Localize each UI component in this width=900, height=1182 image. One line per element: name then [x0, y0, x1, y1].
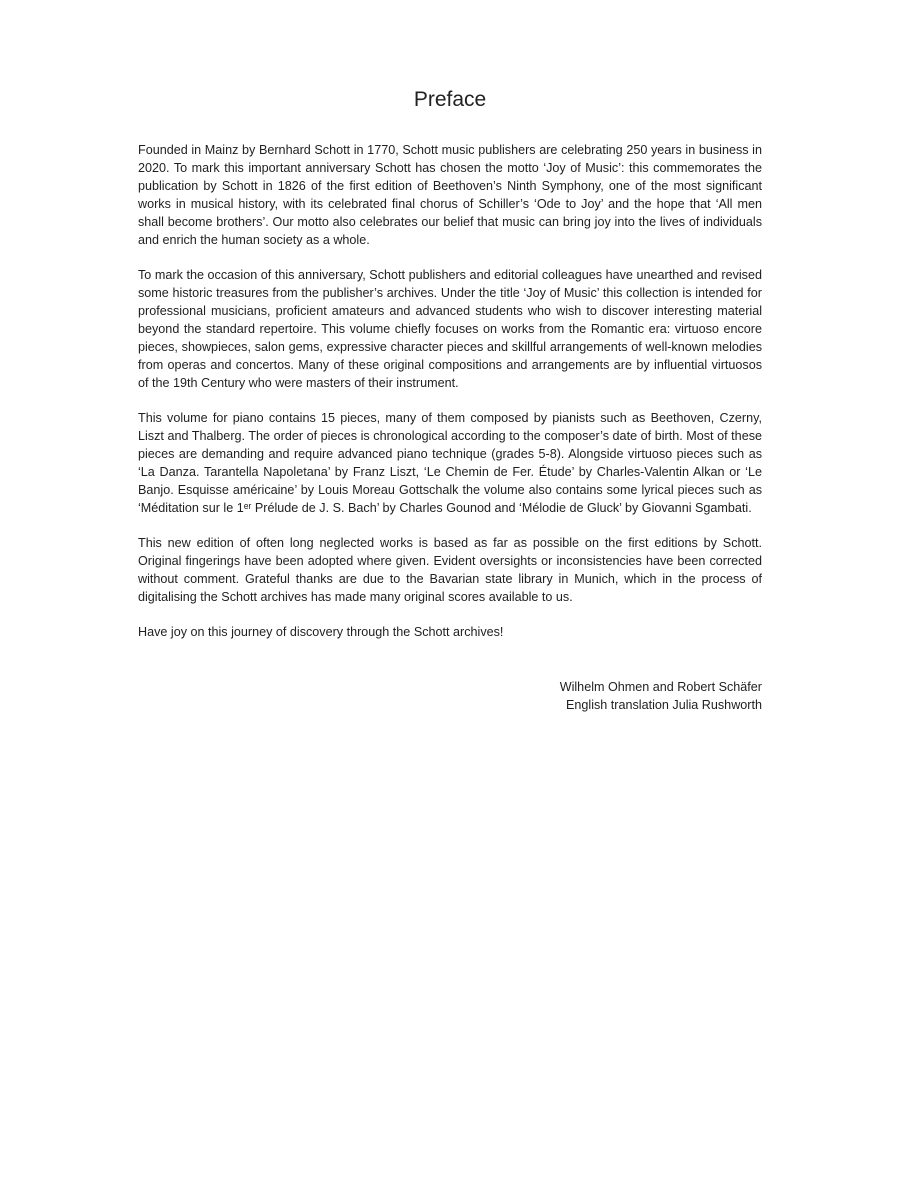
- page-title: Preface: [413, 88, 487, 111]
- signature-block: [560, 678, 762, 714]
- signature-authors: Wilhelm Ohmen and Robert Schäfer: [559, 680, 762, 694]
- paragraph-volume-contents: This volume for piano contains 15 pieces, many of them composed by pianists such as Beethoven, Czerny, Liszt and Thalberg. The order of pieces is chronological according to the composer’s date of birth. Most of these pieces are demanding and require advanced piano technique (grades 5-8). Alongside virtuoso pieces such as ‘La Danza. Tarantella Napoletana’ by Franz Liszt, ‘Le Chemin de Fer. Étude’ by Charles-Valentin Alkan or ‘Le Banjo. Esquisse américaine’ by Louis Moreau Gottschalk the volume also contains some lyrical pieces such as ‘Méditation sur le 1ᵉʳ Prélude de J. S. Bach’ by Charles Gounod and ‘Mélodie de Gluck’ by Giovanni Sgambati.: [138, 411, 762, 515]
- signature-translator: English translation Julia Rushworth: [565, 698, 762, 712]
- preface-body: [138, 141, 762, 658]
- paragraph-closing: Have joy on this journey of discovery through the Schott archives!: [138, 625, 504, 639]
- paragraph-founding: Founded in Mainz by Bernhard Schott in 1770, Schott music publishers are celebrating 250 years in business in 2020. To mark this important anniversary Schott has chosen the motto ‘Joy of Music’: this commemorates the publication by Schott in 1826 of the first edition of Beethoven’s Ninth Symphony, one of the most significant works in musical history, with its celebrated final chorus of Schiller’s ‘Ode to Joy’ and the hope that ‘All men shall become brothers’. Our motto also celebrates our belief that music can bring joy into the lives of individuals and enrich the human society as a whole.: [138, 143, 762, 247]
- paragraph-edition-notes: This new edition of often long neglected works is based as far as possible on the first editions by Schott. Original fingerings have been adopted where given. Evident oversights or inconsistencies have been corrected without comment. Grateful thanks are due to the Bavarian state library in Munich, which in the process of digitalising the Schott archives has made many original scores available to us.: [138, 536, 762, 604]
- paragraph-anniversary: To mark the occasion of this anniversary, Schott publishers and editorial colleagues have unearthed and revised some historic treasures from the publisher’s archives. Under the title ‘Joy of Music’ this collection is intended for professional musicians, proficient amateurs and advanced students who wish to discover interesting material beyond the standard repertoire. This volume chiefly focuses on works from the Romantic era: virtuoso encore pieces, showpieces, salon gems, expressive character pieces and skillful arrangements of well-known melodies from operas and concertos. Many of these original compositions and arrangements are by influential virtuosos of the 19th Century who were masters of their instrument.: [138, 268, 762, 390]
